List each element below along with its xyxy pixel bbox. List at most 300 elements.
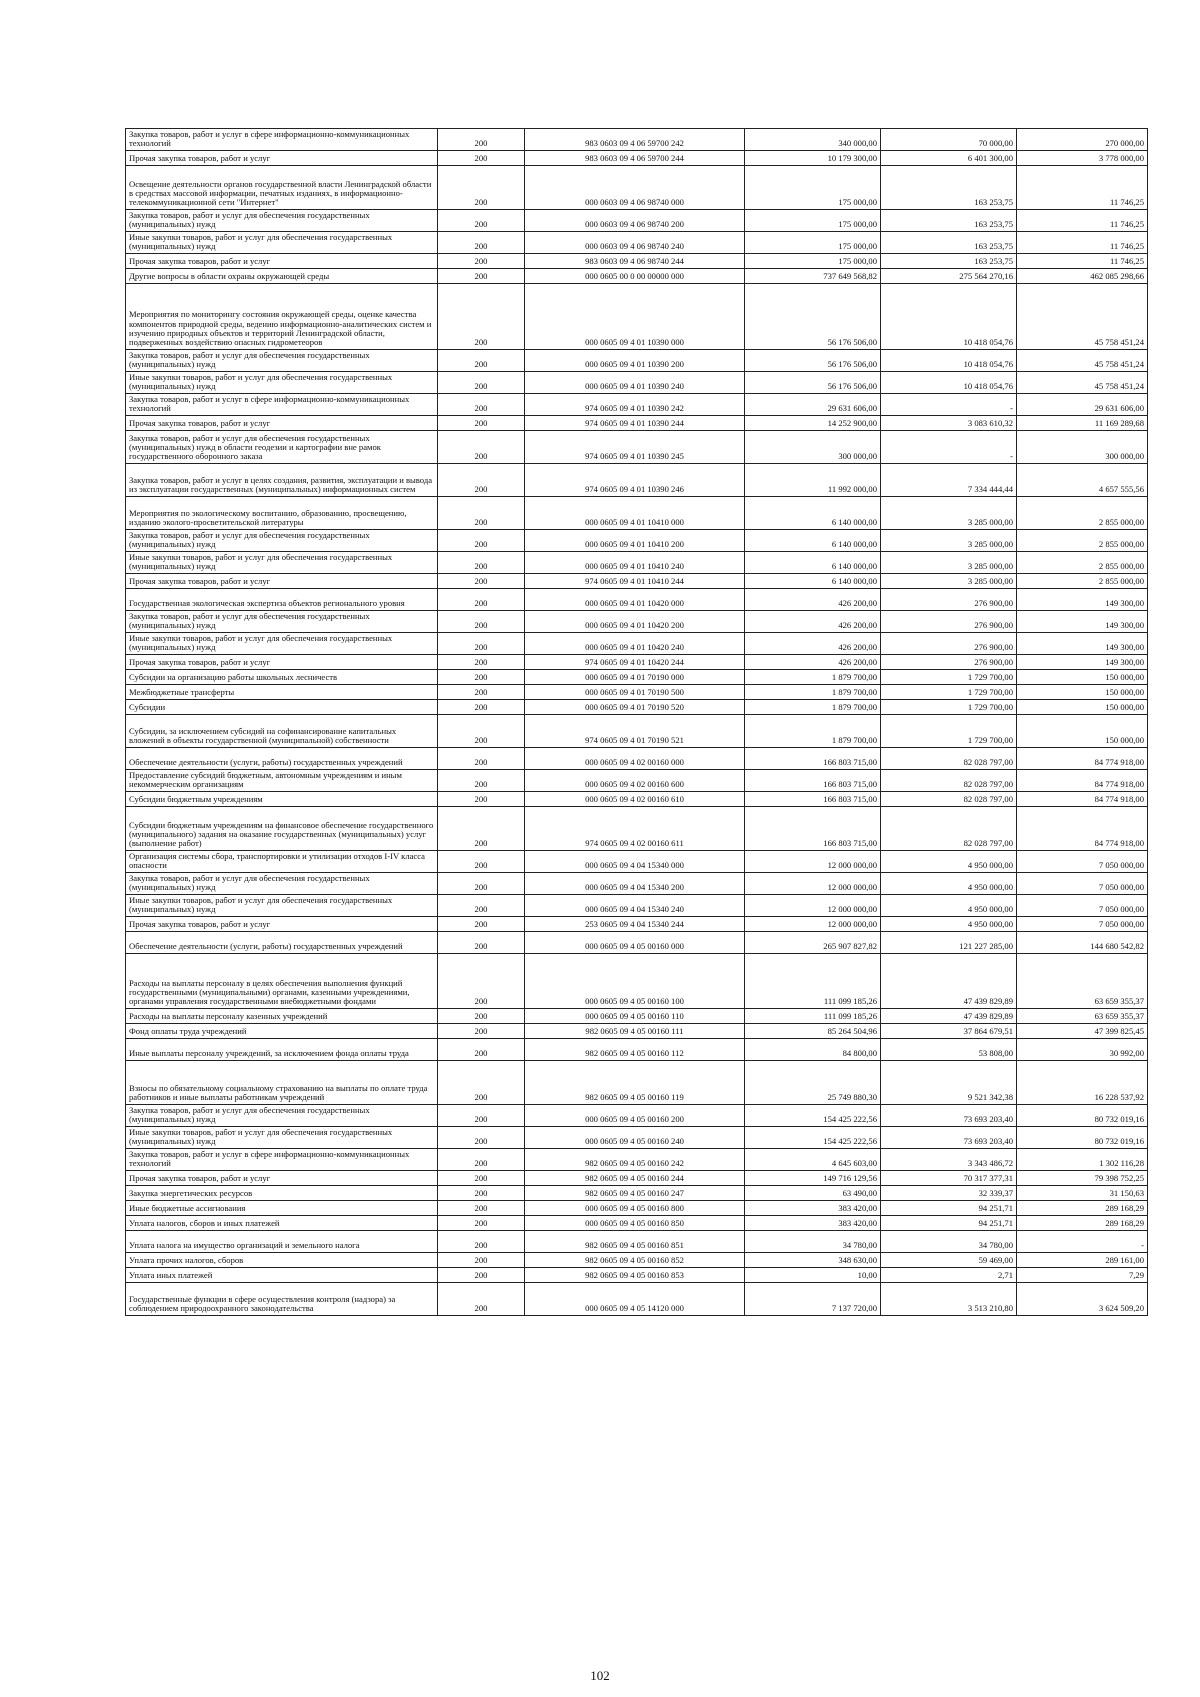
table-row bbox=[126, 791, 1148, 806]
row-budget-code: 000 0605 09 4 01 10410 240 bbox=[525, 551, 745, 573]
row-approved: 175 000,00 bbox=[745, 165, 881, 209]
table-row bbox=[126, 283, 1148, 349]
row-approved: 383 420,00 bbox=[745, 1200, 881, 1215]
row-unexecuted: 80 732 019,16 bbox=[1017, 1104, 1148, 1126]
row-approved: 111 099 185,26 bbox=[745, 953, 881, 1008]
row-budget-code: 000 0605 09 4 01 10420 000 bbox=[525, 588, 745, 610]
row-unexecuted: 289 168,29 bbox=[1017, 1215, 1148, 1230]
table-row bbox=[126, 231, 1148, 253]
row-unexecuted: 270 000,00 bbox=[1017, 129, 1148, 151]
row-unexecuted: 7 050 000,00 bbox=[1017, 916, 1148, 931]
row-executed: 70 000,00 bbox=[881, 129, 1017, 151]
page-number: 102 bbox=[590, 1668, 610, 1683]
row-line-code: 200 bbox=[438, 610, 525, 632]
row-name: Прочая закупка товаров, работ и услуг bbox=[126, 150, 438, 165]
row-executed: 3 513 210,80 bbox=[881, 1282, 1017, 1315]
row-executed: 1 729 700,00 bbox=[881, 669, 1017, 684]
table-row bbox=[126, 496, 1148, 529]
row-approved: 29 631 606,00 bbox=[745, 393, 881, 415]
row-approved: 25 749 880,30 bbox=[745, 1060, 881, 1104]
row-budget-code: 982 0605 09 4 05 00160 242 bbox=[525, 1148, 745, 1170]
row-name: Закупка товаров, работ и услуг в сфере информационно-коммуникационных технологий bbox=[126, 1148, 438, 1170]
row-unexecuted: 150 000,00 bbox=[1017, 699, 1148, 714]
table-row bbox=[126, 1170, 1148, 1185]
row-name: Закупка товаров, работ и услуг для обеспечения государственных (муниципальных) нужд bbox=[126, 349, 438, 371]
row-line-code: 200 bbox=[438, 850, 525, 872]
row-approved: 166 803 715,00 bbox=[745, 747, 881, 769]
row-executed: 47 439 829,89 bbox=[881, 953, 1017, 1008]
row-line-code: 200 bbox=[438, 953, 525, 1008]
row-line-code: 200 bbox=[438, 551, 525, 573]
row-budget-code: 000 0605 09 4 01 10410 200 bbox=[525, 529, 745, 551]
row-approved: 1 879 700,00 bbox=[745, 669, 881, 684]
row-executed: 1 729 700,00 bbox=[881, 684, 1017, 699]
row-executed: 59 469,00 bbox=[881, 1252, 1017, 1267]
row-name: Государственная экологическая экспертиза объектов регионального уровня bbox=[126, 588, 438, 610]
row-approved: 737 649 568,82 bbox=[745, 268, 881, 283]
row-line-code: 200 bbox=[438, 654, 525, 669]
row-approved: 63 490,00 bbox=[745, 1185, 881, 1200]
row-line-code: 200 bbox=[438, 747, 525, 769]
row-unexecuted: 3 624 509,20 bbox=[1017, 1282, 1148, 1315]
row-name: Иные выплаты персоналу учреждений, за исключением фонда оплаты труда bbox=[126, 1038, 438, 1060]
row-unexecuted: 84 774 918,00 bbox=[1017, 747, 1148, 769]
row-line-code: 200 bbox=[438, 129, 525, 151]
row-unexecuted: 84 774 918,00 bbox=[1017, 806, 1148, 850]
row-unexecuted: 289 168,29 bbox=[1017, 1200, 1148, 1215]
row-name: Закупка товаров, работ и услуг для обеспечения государственных (муниципальных) нужд bbox=[126, 610, 438, 632]
row-executed: 163 253,75 bbox=[881, 231, 1017, 253]
table-row bbox=[126, 669, 1148, 684]
row-approved: 426 200,00 bbox=[745, 610, 881, 632]
table-row bbox=[126, 714, 1148, 747]
row-name: Закупка товаров, работ и услуг для обеспечения государственных (муниципальных) нужд bbox=[126, 872, 438, 894]
table-row bbox=[126, 850, 1148, 872]
row-name: Закупка товаров, работ и услуг для обеспечения государственных (муниципальных) нужд bbox=[126, 529, 438, 551]
row-unexecuted: 45 758 451,24 bbox=[1017, 349, 1148, 371]
row-executed: 53 808,00 bbox=[881, 1038, 1017, 1060]
table-row bbox=[126, 1267, 1148, 1282]
row-name: Прочая закупка товаров, работ и услуг bbox=[126, 654, 438, 669]
row-unexecuted: 2 855 000,00 bbox=[1017, 529, 1148, 551]
row-name: Освещение деятельности органов государственной власти Ленинградской области в средствах массовой информации, печатных изданиях, в информационно-телекоммуникационной сети "Интернет" bbox=[126, 165, 438, 209]
row-unexecuted: 47 399 825,45 bbox=[1017, 1023, 1148, 1038]
row-unexecuted: 149 300,00 bbox=[1017, 610, 1148, 632]
row-unexecuted: 150 000,00 bbox=[1017, 714, 1148, 747]
table-row bbox=[126, 1060, 1148, 1104]
table-row bbox=[126, 1282, 1148, 1315]
row-unexecuted: 16 228 537,92 bbox=[1017, 1060, 1148, 1104]
row-name: Закупка товаров, работ и услуг для обеспечения государственных (муниципальных) нужд bbox=[126, 1104, 438, 1126]
row-name: Уплата прочих налогов, сборов bbox=[126, 1252, 438, 1267]
table-row bbox=[126, 1148, 1148, 1170]
row-line-code: 200 bbox=[438, 872, 525, 894]
row-budget-code: 000 0605 09 4 01 70190 520 bbox=[525, 699, 745, 714]
row-budget-code: 982 0605 09 4 05 00160 852 bbox=[525, 1252, 745, 1267]
row-unexecuted: 150 000,00 bbox=[1017, 684, 1148, 699]
row-unexecuted: 63 659 355,37 bbox=[1017, 953, 1148, 1008]
row-budget-code: 000 0605 09 4 01 10390 200 bbox=[525, 349, 745, 371]
row-executed: 73 693 203,40 bbox=[881, 1104, 1017, 1126]
row-line-code: 200 bbox=[438, 894, 525, 916]
row-name: Уплата налогов, сборов и иных платежей bbox=[126, 1215, 438, 1230]
row-budget-code: 000 0605 09 4 01 70190 500 bbox=[525, 684, 745, 699]
row-approved: 12 000 000,00 bbox=[745, 916, 881, 931]
row-unexecuted: 79 398 752,25 bbox=[1017, 1170, 1148, 1185]
row-unexecuted: 11 746,25 bbox=[1017, 231, 1148, 253]
row-executed: 34 780,00 bbox=[881, 1230, 1017, 1252]
row-approved: 11 992 000,00 bbox=[745, 463, 881, 496]
row-executed: 82 028 797,00 bbox=[881, 806, 1017, 850]
table-row bbox=[126, 551, 1148, 573]
row-approved: 383 420,00 bbox=[745, 1215, 881, 1230]
row-line-code: 200 bbox=[438, 231, 525, 253]
row-budget-code: 982 0605 09 4 05 00160 111 bbox=[525, 1023, 745, 1038]
row-line-code: 200 bbox=[438, 1230, 525, 1252]
row-budget-code: 000 0603 09 4 06 98740 200 bbox=[525, 209, 745, 231]
table-row bbox=[126, 1230, 1148, 1252]
table-row bbox=[126, 209, 1148, 231]
row-executed: 6 401 300,00 bbox=[881, 150, 1017, 165]
row-executed: 3 083 610,32 bbox=[881, 415, 1017, 430]
row-line-code: 200 bbox=[438, 415, 525, 430]
table-row bbox=[126, 1104, 1148, 1126]
row-approved: 1 879 700,00 bbox=[745, 699, 881, 714]
row-line-code: 200 bbox=[438, 165, 525, 209]
row-budget-code: 983 0603 09 4 06 59700 242 bbox=[525, 129, 745, 151]
row-budget-code: 000 0605 09 4 01 10420 240 bbox=[525, 632, 745, 654]
table-row bbox=[126, 150, 1148, 165]
row-executed: 1 729 700,00 bbox=[881, 699, 1017, 714]
row-line-code: 200 bbox=[438, 806, 525, 850]
row-executed: - bbox=[881, 393, 1017, 415]
row-name: Мероприятия по экологическому воспитанию, образованию, просвещению, изданию эколого-просветительской литературы bbox=[126, 496, 438, 529]
row-name: Субсидии бюджетным учреждениям bbox=[126, 791, 438, 806]
row-budget-code: 000 0605 09 4 01 10420 200 bbox=[525, 610, 745, 632]
row-approved: 56 176 506,00 bbox=[745, 349, 881, 371]
row-name: Субсидии бюджетным учреждениям на финансовое обеспечение государственного (муниципального) задания на оказание государственных (муниципальных) услуг (выполнение работ) bbox=[126, 806, 438, 850]
row-unexecuted: 144 680 542,82 bbox=[1017, 931, 1148, 953]
row-approved: 175 000,00 bbox=[745, 209, 881, 231]
row-name: Иные закупки товаров, работ и услуг для обеспечения государственных (муниципальных) нужд bbox=[126, 551, 438, 573]
table-row bbox=[126, 1008, 1148, 1023]
table-row bbox=[126, 1126, 1148, 1148]
row-unexecuted: 149 300,00 bbox=[1017, 632, 1148, 654]
row-executed: 276 900,00 bbox=[881, 588, 1017, 610]
table-row bbox=[126, 1200, 1148, 1215]
row-executed: 276 900,00 bbox=[881, 654, 1017, 669]
row-budget-code: 000 0605 09 4 02 00160 000 bbox=[525, 747, 745, 769]
row-approved: 6 140 000,00 bbox=[745, 496, 881, 529]
row-budget-code: 000 0605 09 4 05 00160 110 bbox=[525, 1008, 745, 1023]
row-line-code: 200 bbox=[438, 769, 525, 791]
row-approved: 1 879 700,00 bbox=[745, 684, 881, 699]
table-row bbox=[126, 371, 1148, 393]
row-budget-code: 982 0605 09 4 05 00160 851 bbox=[525, 1230, 745, 1252]
row-approved: 12 000 000,00 bbox=[745, 872, 881, 894]
row-budget-code: 000 0605 09 4 04 15340 200 bbox=[525, 872, 745, 894]
row-unexecuted: 30 992,00 bbox=[1017, 1038, 1148, 1060]
row-approved: 426 200,00 bbox=[745, 654, 881, 669]
row-approved: 6 140 000,00 bbox=[745, 573, 881, 588]
row-budget-code: 000 0605 09 4 05 14120 000 bbox=[525, 1282, 745, 1315]
row-line-code: 200 bbox=[438, 714, 525, 747]
row-budget-code: 974 0605 09 4 01 10390 244 bbox=[525, 415, 745, 430]
row-unexecuted: 300 000,00 bbox=[1017, 430, 1148, 463]
row-executed: 4 950 000,00 bbox=[881, 850, 1017, 872]
row-name: Взносы по обязательному социальному страхованию на выплаты по оплате труда работников и иные выплаты работникам учреждений bbox=[126, 1060, 438, 1104]
row-budget-code: 000 0605 09 4 02 00160 600 bbox=[525, 769, 745, 791]
row-approved: 10,00 bbox=[745, 1267, 881, 1282]
row-budget-code: 974 0605 09 4 01 70190 521 bbox=[525, 714, 745, 747]
row-name: Закупка энергетических ресурсов bbox=[126, 1185, 438, 1200]
row-unexecuted: 29 631 606,00 bbox=[1017, 393, 1148, 415]
row-executed: 163 253,75 bbox=[881, 253, 1017, 268]
row-unexecuted: 2 855 000,00 bbox=[1017, 573, 1148, 588]
row-approved: 175 000,00 bbox=[745, 231, 881, 253]
row-budget-code: 000 0605 09 4 01 10390 000 bbox=[525, 283, 745, 349]
row-executed: 3 285 000,00 bbox=[881, 529, 1017, 551]
budget-execution-table bbox=[125, 128, 1148, 1316]
table-row bbox=[126, 931, 1148, 953]
row-executed: 4 950 000,00 bbox=[881, 894, 1017, 916]
row-line-code: 200 bbox=[438, 573, 525, 588]
row-line-code: 200 bbox=[438, 463, 525, 496]
table-row bbox=[126, 253, 1148, 268]
row-name: Закупка товаров, работ и услуг в целях создания, развития, эксплуатации и вывода из эксплуатации государственных (муниципальных) информационных систем bbox=[126, 463, 438, 496]
row-budget-code: 974 0605 09 4 01 10390 242 bbox=[525, 393, 745, 415]
row-budget-code: 983 0603 09 4 06 98740 244 bbox=[525, 253, 745, 268]
row-executed: 276 900,00 bbox=[881, 632, 1017, 654]
row-executed: 3 285 000,00 bbox=[881, 496, 1017, 529]
row-budget-code: 000 0605 09 4 05 00160 850 bbox=[525, 1215, 745, 1230]
row-executed: 10 418 054,76 bbox=[881, 283, 1017, 349]
row-name: Иные закупки товаров, работ и услуг для обеспечения государственных (муниципальных) нужд bbox=[126, 371, 438, 393]
row-approved: 154 425 222,56 bbox=[745, 1126, 881, 1148]
row-line-code: 200 bbox=[438, 1252, 525, 1267]
row-approved: 12 000 000,00 bbox=[745, 894, 881, 916]
row-budget-code: 982 0605 09 4 05 00160 119 bbox=[525, 1060, 745, 1104]
row-budget-code: 000 0605 09 4 05 00160 000 bbox=[525, 931, 745, 953]
row-name: Фонд оплаты труда учреждений bbox=[126, 1023, 438, 1038]
row-approved: 7 137 720,00 bbox=[745, 1282, 881, 1315]
row-executed: 7 334 444,44 bbox=[881, 463, 1017, 496]
row-executed: 3 343 486,72 bbox=[881, 1148, 1017, 1170]
row-unexecuted: 11 746,25 bbox=[1017, 165, 1148, 209]
row-line-code: 200 bbox=[438, 1023, 525, 1038]
table-row bbox=[126, 430, 1148, 463]
table-row bbox=[126, 1038, 1148, 1060]
row-unexecuted: 80 732 019,16 bbox=[1017, 1126, 1148, 1148]
row-approved: 166 803 715,00 bbox=[745, 791, 881, 806]
row-line-code: 200 bbox=[438, 393, 525, 415]
row-name: Прочая закупка товаров, работ и услуг bbox=[126, 916, 438, 931]
row-unexecuted: 149 300,00 bbox=[1017, 654, 1148, 669]
row-executed: 163 253,75 bbox=[881, 209, 1017, 231]
row-unexecuted: 2 855 000,00 bbox=[1017, 551, 1148, 573]
row-name: Другие вопросы в области охраны окружающей среды bbox=[126, 268, 438, 283]
row-unexecuted: 84 774 918,00 bbox=[1017, 791, 1148, 806]
row-unexecuted: 45 758 451,24 bbox=[1017, 371, 1148, 393]
row-unexecuted: 84 774 918,00 bbox=[1017, 769, 1148, 791]
row-executed: 10 418 054,76 bbox=[881, 349, 1017, 371]
row-budget-code: 974 0605 09 4 01 10410 244 bbox=[525, 573, 745, 588]
row-line-code: 200 bbox=[438, 669, 525, 684]
row-executed: 4 950 000,00 bbox=[881, 916, 1017, 931]
row-unexecuted: 3 778 000,00 bbox=[1017, 150, 1148, 165]
table-row bbox=[126, 1215, 1148, 1230]
row-approved: 34 780,00 bbox=[745, 1230, 881, 1252]
table-row bbox=[126, 699, 1148, 714]
row-line-code: 200 bbox=[438, 430, 525, 463]
row-unexecuted: - bbox=[1017, 1230, 1148, 1252]
table-row bbox=[126, 916, 1148, 931]
row-name: Иные бюджетные ассигнования bbox=[126, 1200, 438, 1215]
row-line-code: 200 bbox=[438, 1008, 525, 1023]
table-row bbox=[126, 463, 1148, 496]
row-name: Закупка товаров, работ и услуг в сфере информационно-коммуникационных технологий bbox=[126, 129, 438, 151]
row-executed: 47 439 829,89 bbox=[881, 1008, 1017, 1023]
row-budget-code: 974 0605 09 4 01 10390 245 bbox=[525, 430, 745, 463]
table-row bbox=[126, 769, 1148, 791]
row-budget-code: 000 0605 09 4 05 00160 800 bbox=[525, 1200, 745, 1215]
row-line-code: 200 bbox=[438, 1185, 525, 1200]
row-name: Субсидии на организацию работы школьных лесничеств bbox=[126, 669, 438, 684]
row-name: Организация системы сбора, транспортировки и утилизации отходов I-IV класса опасности bbox=[126, 850, 438, 872]
row-executed: 1 729 700,00 bbox=[881, 714, 1017, 747]
row-line-code: 200 bbox=[438, 588, 525, 610]
row-budget-code: 974 0605 09 4 01 10390 246 bbox=[525, 463, 745, 496]
row-executed: 94 251,71 bbox=[881, 1215, 1017, 1230]
row-unexecuted: 7,29 bbox=[1017, 1267, 1148, 1282]
row-line-code: 200 bbox=[438, 268, 525, 283]
row-line-code: 200 bbox=[438, 632, 525, 654]
table-row bbox=[126, 529, 1148, 551]
row-approved: 149 716 129,56 bbox=[745, 1170, 881, 1185]
row-executed: - bbox=[881, 430, 1017, 463]
row-name: Уплата налога на имущество организаций и земельного налога bbox=[126, 1230, 438, 1252]
row-approved: 166 803 715,00 bbox=[745, 806, 881, 850]
row-approved: 84 800,00 bbox=[745, 1038, 881, 1060]
table-row bbox=[126, 349, 1148, 371]
row-executed: 2,71 bbox=[881, 1267, 1017, 1282]
row-name: Иные закупки товаров, работ и услуг для обеспечения государственных (муниципальных) нужд bbox=[126, 1126, 438, 1148]
row-budget-code: 000 0605 09 4 01 10410 000 bbox=[525, 496, 745, 529]
row-executed: 4 950 000,00 bbox=[881, 872, 1017, 894]
row-budget-code: 000 0605 09 4 01 10390 240 bbox=[525, 371, 745, 393]
row-budget-code: 974 0605 09 4 02 00160 611 bbox=[525, 806, 745, 850]
row-line-code: 200 bbox=[438, 529, 525, 551]
row-name: Обеспечение деятельности (услуги, работы) государственных учреждений bbox=[126, 747, 438, 769]
table-row bbox=[126, 573, 1148, 588]
row-unexecuted: 31 150,63 bbox=[1017, 1185, 1148, 1200]
row-executed: 9 521 342,38 bbox=[881, 1060, 1017, 1104]
row-executed: 32 339,37 bbox=[881, 1185, 1017, 1200]
row-executed: 73 693 203,40 bbox=[881, 1126, 1017, 1148]
row-unexecuted: 150 000,00 bbox=[1017, 669, 1148, 684]
row-unexecuted: 11 746,25 bbox=[1017, 209, 1148, 231]
table-row bbox=[126, 684, 1148, 699]
table-row bbox=[126, 165, 1148, 209]
row-unexecuted: 462 085 298,66 bbox=[1017, 268, 1148, 283]
row-line-code: 200 bbox=[438, 1170, 525, 1185]
row-line-code: 200 bbox=[438, 1148, 525, 1170]
row-line-code: 200 bbox=[438, 916, 525, 931]
row-name: Обеспечение деятельности (услуги, работы) государственных учреждений bbox=[126, 931, 438, 953]
row-unexecuted: 11 169 289,68 bbox=[1017, 415, 1148, 430]
row-budget-code: 000 0605 09 4 05 00160 240 bbox=[525, 1126, 745, 1148]
row-line-code: 200 bbox=[438, 684, 525, 699]
row-name: Уплата иных платежей bbox=[126, 1267, 438, 1282]
row-approved: 12 000 000,00 bbox=[745, 850, 881, 872]
row-budget-code: 982 0605 09 4 05 00160 247 bbox=[525, 1185, 745, 1200]
row-approved: 111 099 185,26 bbox=[745, 1008, 881, 1023]
row-name: Иные закупки товаров, работ и услуг для обеспечения государственных (муниципальных) нужд bbox=[126, 894, 438, 916]
row-unexecuted: 4 657 555,56 bbox=[1017, 463, 1148, 496]
row-budget-code: 000 0605 09 4 04 15340 000 bbox=[525, 850, 745, 872]
row-name: Закупка товаров, работ и услуг для обеспечения государственных (муниципальных) нужд bbox=[126, 209, 438, 231]
table-row bbox=[126, 632, 1148, 654]
row-approved: 348 630,00 bbox=[745, 1252, 881, 1267]
row-name: Закупка товаров, работ и услуг для обеспечения государственных (муниципальных) нужд в области геодезии и картографии вне рамок государственного оборонного заказа bbox=[126, 430, 438, 463]
table-row bbox=[126, 1185, 1148, 1200]
table-row bbox=[126, 415, 1148, 430]
row-line-code: 200 bbox=[438, 1282, 525, 1315]
row-line-code: 200 bbox=[438, 1126, 525, 1148]
row-name: Предоставление субсидий бюджетным, автономным учреждениям и иным некоммерческим организациям bbox=[126, 769, 438, 791]
row-name: Субсидии, за исключением субсидий на софинансирование капитальных вложений в объекты государственной (муниципальной) собственности bbox=[126, 714, 438, 747]
row-name: Государственные функции в сфере осуществления контроля (надзора) за соблюдением природоохранного законодательства bbox=[126, 1282, 438, 1315]
row-approved: 85 264 504,96 bbox=[745, 1023, 881, 1038]
row-line-code: 200 bbox=[438, 931, 525, 953]
row-executed: 37 864 679,51 bbox=[881, 1023, 1017, 1038]
row-budget-code: 000 0603 09 4 06 98740 240 bbox=[525, 231, 745, 253]
row-executed: 163 253,75 bbox=[881, 165, 1017, 209]
row-approved: 6 140 000,00 bbox=[745, 529, 881, 551]
row-executed: 94 251,71 bbox=[881, 1200, 1017, 1215]
row-budget-code: 982 0605 09 4 05 00160 244 bbox=[525, 1170, 745, 1185]
row-approved: 1 879 700,00 bbox=[745, 714, 881, 747]
row-line-code: 200 bbox=[438, 496, 525, 529]
row-executed: 121 227 285,00 bbox=[881, 931, 1017, 953]
row-approved: 166 803 715,00 bbox=[745, 769, 881, 791]
table-row bbox=[126, 953, 1148, 1008]
row-name: Прочая закупка товаров, работ и услуг bbox=[126, 1170, 438, 1185]
row-approved: 4 645 603,00 bbox=[745, 1148, 881, 1170]
row-name: Расходы на выплаты персоналу в целях обеспечения выполнения функций государственными (муниципальными) органами, казенными учреждениями, органами управления государственными внебюджетными фондами bbox=[126, 953, 438, 1008]
row-unexecuted: 149 300,00 bbox=[1017, 588, 1148, 610]
row-approved: 340 000,00 bbox=[745, 129, 881, 151]
row-line-code: 200 bbox=[438, 791, 525, 806]
row-name: Расходы на выплаты персоналу казенных учреждений bbox=[126, 1008, 438, 1023]
row-approved: 14 252 900,00 bbox=[745, 415, 881, 430]
row-line-code: 200 bbox=[438, 209, 525, 231]
row-budget-code: 000 0603 09 4 06 98740 000 bbox=[525, 165, 745, 209]
row-name: Прочая закупка товаров, работ и услуг bbox=[126, 253, 438, 268]
row-unexecuted: 289 161,00 bbox=[1017, 1252, 1148, 1267]
row-unexecuted: 7 050 000,00 bbox=[1017, 850, 1148, 872]
row-line-code: 200 bbox=[438, 371, 525, 393]
row-name: Субсидии bbox=[126, 699, 438, 714]
table-row bbox=[126, 872, 1148, 894]
row-approved: 426 200,00 bbox=[745, 588, 881, 610]
row-budget-code: 983 0603 09 4 06 59700 244 bbox=[525, 150, 745, 165]
row-unexecuted: 7 050 000,00 bbox=[1017, 894, 1148, 916]
row-executed: 3 285 000,00 bbox=[881, 551, 1017, 573]
row-name: Прочая закупка товаров, работ и услуг bbox=[126, 415, 438, 430]
row-unexecuted: 11 746,25 bbox=[1017, 253, 1148, 268]
table-row bbox=[126, 1252, 1148, 1267]
